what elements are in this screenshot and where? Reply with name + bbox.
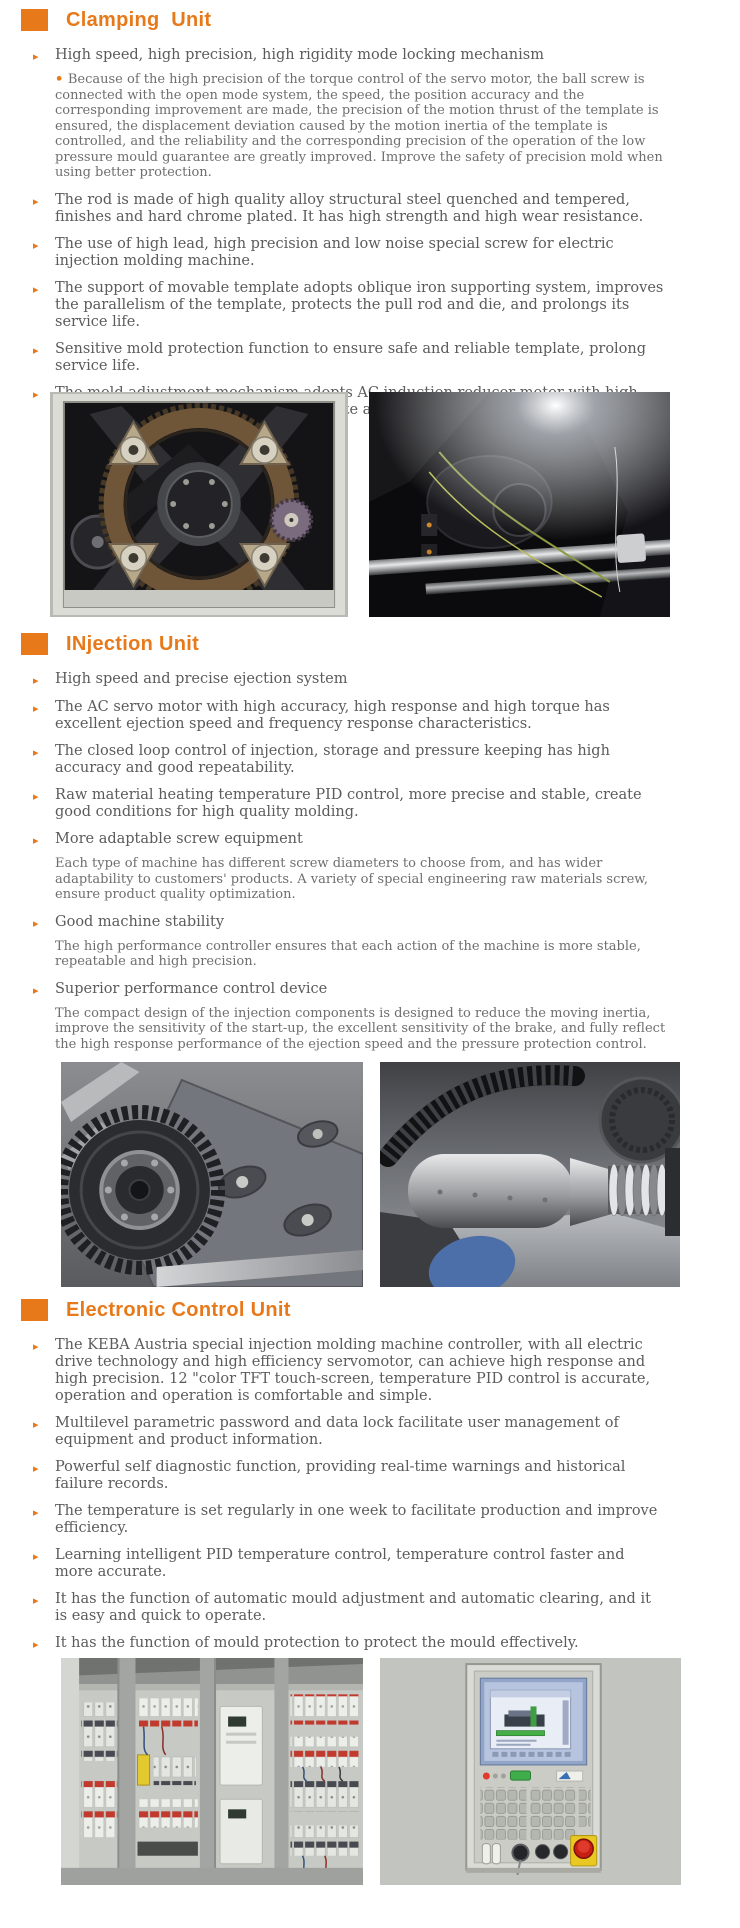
bullet-item xyxy=(33,47,667,65)
brand-logo xyxy=(557,1771,583,1781)
bullet-arrow-icon: ▸ xyxy=(33,1506,39,1519)
bullet-arrow-icon: ▸ xyxy=(33,1418,39,1431)
section-title: Electronic Control Unit xyxy=(66,1298,291,1321)
bullet-item xyxy=(33,280,667,331)
bullet-text: Superior performance control device xyxy=(55,980,328,997)
bullet-arrow-icon: ▸ xyxy=(33,387,39,401)
bullet-text: Raw material heating temperature PID control, more precise and stable, create good conditions for high quality molding. xyxy=(55,787,642,820)
bullet-text: The AC servo motor with high accuracy, high response and high torque has excellent ejection speed and frequency response characteristics. xyxy=(55,699,610,732)
section-marker-square xyxy=(21,633,48,655)
bullet-item xyxy=(33,699,667,733)
bullet-arrow-icon: ▸ xyxy=(33,194,39,208)
bullet-text: Powerful self diagnostic function, providing real-time warnings and historical failure records. xyxy=(55,1459,626,1492)
keypad-right xyxy=(579,1787,591,1826)
section-header xyxy=(21,8,740,32)
bullet-text: The rod is made of high quality alloy structural steel quenched and tempered, finishes and hard chrome plated. It has high strength and high wear resistance. xyxy=(55,191,644,225)
drive-gear-photo xyxy=(61,1062,363,1287)
bullet-item xyxy=(33,1635,667,1653)
bullet-text: Multilevel parametric password and data lock facilitate user management of equipment and product information. xyxy=(55,1415,619,1448)
bullet-arrow-icon: ▸ xyxy=(33,983,39,997)
bullet-text: Good machine stability xyxy=(55,913,225,930)
section-clamping-unit xyxy=(0,8,740,446)
bullet-item xyxy=(33,1415,667,1449)
section-header xyxy=(21,632,740,656)
keypad-left xyxy=(480,1787,526,1839)
section-header xyxy=(21,1298,740,1322)
bullet-text: It has the function of automatic mould adjustment and automatic clearing, and it is easy and quick to operate. xyxy=(55,1591,651,1624)
bullet-text: High speed, high precision, high rigidity mode locking mechanism xyxy=(55,47,544,63)
power-led xyxy=(483,1773,490,1780)
section-injection-unit xyxy=(0,632,740,1063)
section-title: INjection Unit xyxy=(66,632,200,655)
bullet-arrow-icon: ▸ xyxy=(33,746,39,759)
bullet-arrow-icon: ▸ xyxy=(33,790,39,803)
bullet-item xyxy=(33,831,667,849)
bullet-arrow-icon: ▸ xyxy=(33,282,39,296)
clamping-interior-photo xyxy=(369,392,670,617)
bullet-text: The use of high lead, high precision and low noise special screw for electric injection molding machine. xyxy=(55,235,614,269)
bullet-dot-icon: • xyxy=(55,72,68,87)
section-marker-square xyxy=(21,1299,48,1321)
bullet-subtext: • Because of the high precision of the torque control of the servo motor, the ball screw is connected with the open mode system, the speed, the position accuracy and the corresponding improvement are made, the precision of the motion thrust of the template is ensured, the displacement deviation caused by the motion inertia of the template is controlled, and the reliability and the corresponding precision of the operation of the low pressure mould guarantee are greatly improved. Improve the safety of precision mold when using better protection. xyxy=(55,72,663,180)
bullet-arrow-icon: ▸ xyxy=(33,343,39,357)
bullet-arrow-icon: ▸ xyxy=(33,50,39,63)
bullet-item xyxy=(33,1337,667,1405)
bullet-list xyxy=(33,671,667,1052)
bullet-text: AC xyxy=(357,384,379,401)
section-electronic-control-unit xyxy=(0,1298,740,1663)
control-panel-photo xyxy=(380,1658,681,1885)
bullet-item xyxy=(33,1459,667,1493)
bullet-text: The temperature is set regularly in one week to facilitate production and improve efficiency. xyxy=(55,1503,658,1536)
bullet-text: It has the function of mould protection to protect the mould effectively. xyxy=(55,1635,579,1651)
bullet-arrow-icon: ▸ xyxy=(33,1638,39,1651)
bullet-item xyxy=(33,981,667,999)
bullet-item xyxy=(33,341,667,375)
keypad-middle xyxy=(531,1787,577,1839)
electric-cabinet-photo xyxy=(61,1658,363,1885)
bullet-item xyxy=(33,192,667,226)
bullet-arrow-icon: ▸ xyxy=(33,834,39,847)
bullet-item xyxy=(33,671,667,689)
bullet-list xyxy=(33,1337,667,1653)
bullet-arrow-icon: ▸ xyxy=(33,916,39,930)
bullet-list xyxy=(33,47,667,436)
bullet-text: The support of movable template adopts oblique iron supporting system, improves the parallelism of the template, protects the pull rod and die, and prolongs its service life. xyxy=(55,279,664,330)
bullet-text: High speed and precise ejection system xyxy=(55,671,348,687)
bullet-item xyxy=(33,1591,667,1625)
bullet-arrow-icon: ▸ xyxy=(33,1594,39,1607)
bullet-item xyxy=(33,743,667,777)
bullet-item xyxy=(33,1503,667,1537)
bullet-arrow-icon: ▸ xyxy=(33,674,39,687)
control-photo-row xyxy=(61,1658,681,1885)
bullet-item xyxy=(33,787,667,821)
bullet-arrow-icon: ▸ xyxy=(33,1340,39,1353)
bullet-arrow-icon: ▸ xyxy=(33,702,39,715)
injection-photo-row xyxy=(61,1062,680,1287)
bullet-text: More adaptable screw equipment xyxy=(55,831,303,847)
clamping-photo-row xyxy=(50,392,670,617)
bullet-item xyxy=(33,914,667,932)
bullet-subtext: The compact design of the injection components is designed to reduce the moving inertia, improve the sensitivity of the start-up, the excellent sensitivity of the brake, and fully reflect the high response performance of the ejection speed and the pressure protection control. xyxy=(55,1005,666,1052)
section-marker-square xyxy=(21,9,48,31)
bullet-text: Sensitive mold protection function to ensure safe and reliable template, prolong service life. xyxy=(55,340,647,374)
bullet-arrow-icon: ▸ xyxy=(33,1550,39,1563)
bullet-text: The closed loop control of injection, storage and pressure keeping has high accuracy and good repeatability. xyxy=(55,743,610,776)
toggle-platen-photo xyxy=(50,392,348,617)
bullet-arrow-icon: ▸ xyxy=(33,238,39,252)
bullet-text: Learning intelligent PID temperature control, temperature control faster and more accurate. xyxy=(55,1547,625,1580)
ball-screw-photo xyxy=(380,1062,680,1287)
bullet-subtext: Each type of machine has different screw diameters to choose from, and has wider adaptability to customers' products. A variety of special engineering raw materials screw, ensure product quality optimization. xyxy=(55,856,648,902)
section-title: Clamping Unit xyxy=(66,8,212,31)
bullet-subtext: The high performance controller ensures that each action of the machine is more stable, repeatable and high precision. xyxy=(55,938,641,969)
bullet-text: The KEBA Austria special injection molding machine controller, with all electric drive technology and high efficiency servomotor, can achieve high response and high precision. 12 "color TFT touch-screen, temperature PID control is accurate, operation and operation is comfortable and simple. xyxy=(55,1337,651,1404)
key-switch xyxy=(512,1845,528,1861)
bullet-item xyxy=(33,1547,667,1581)
start-button xyxy=(510,1771,530,1780)
bullet-item xyxy=(33,236,667,270)
bullet-arrow-icon: ▸ xyxy=(33,1462,39,1475)
